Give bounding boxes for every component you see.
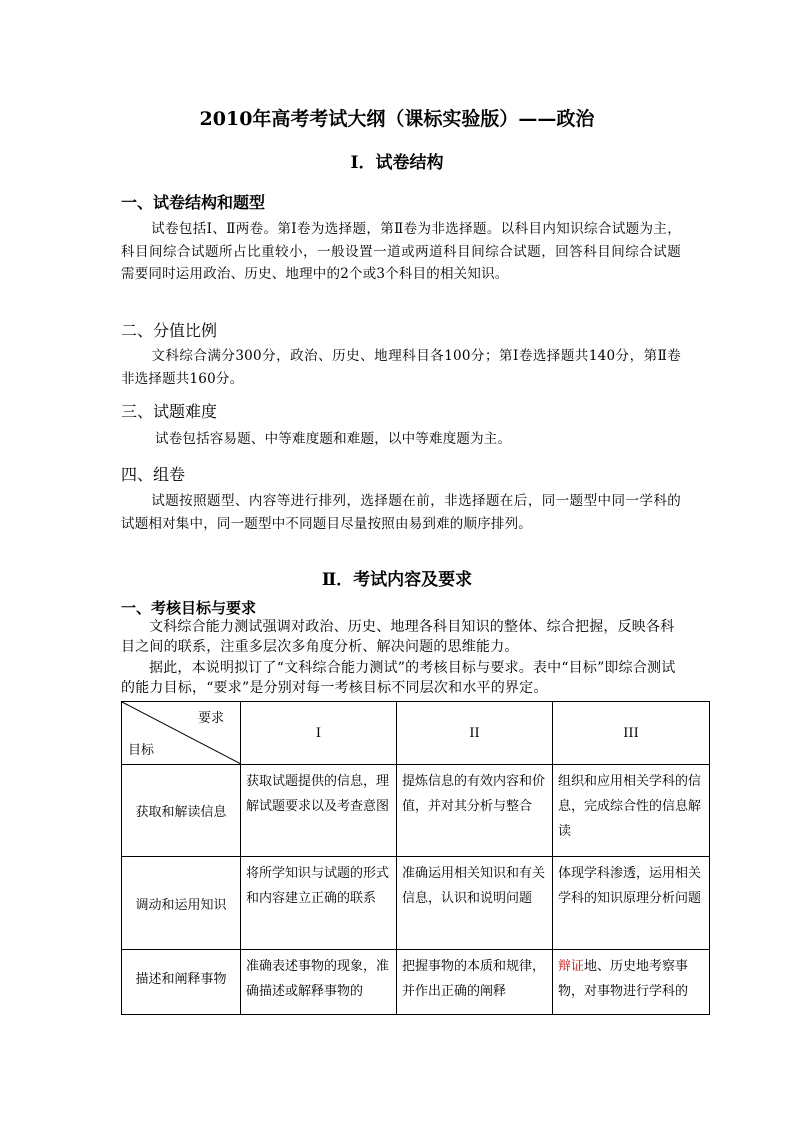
table-row bbox=[122, 950, 710, 1015]
table-cell: 提炼信息的有效内容和价值，并对其分析与整合 bbox=[397, 765, 553, 857]
section2-heading: 二、分值比例 bbox=[121, 321, 218, 340]
table-cell: 将所学知识与试题的形式和内容建立正确的联系 bbox=[241, 857, 397, 950]
corner-label-target: 目标 bbox=[128, 743, 155, 758]
section1-text: 试卷包括Ⅰ、Ⅱ两卷。第Ⅰ卷为选择题，第Ⅱ卷为非选择题。以科目内知识综合试题为主，科目间综合试题所占比重较小，一般设置一道或两道科目间综合试题，回答科目间综合试题需要同时运用政治、历史、地理中的2个或3个科目的相关知识。 bbox=[121, 221, 681, 282]
table-cell: 辩证地、历史地考察事物，对事物进行学科的 bbox=[553, 950, 710, 1015]
table-cell: 获取试题提供的信息，理解试题要求以及考查意图 bbox=[241, 765, 397, 857]
table-cell: 组织和应用相关学科的信息，完成综合性的信息解读 bbox=[553, 765, 710, 857]
table-row bbox=[122, 765, 710, 857]
part1-title: Ⅰ．试卷结构 bbox=[350, 153, 444, 173]
section4-heading: 四、组卷 bbox=[121, 465, 186, 484]
part2-para2: 据此，本说明拟订了“文科综合能力测试”的考核目标与要求。表中“目标”即综合测试的能力目标，“要求”是分别对每一考核目标不同层次和水平的界定。 bbox=[121, 660, 676, 696]
table-corner-cell bbox=[122, 702, 241, 765]
column-header-level-1: I bbox=[241, 702, 397, 765]
section4-text: 试题按照题型、内容等进行排列，选择题在前，非选择题在后，同一题型中同一学科的试题相对集中，同一题型中不同题目尽量按照由易到难的顺序排列。 bbox=[121, 493, 681, 532]
column-header-level-2: II bbox=[397, 702, 553, 765]
table-cell: 把握事物的本质和规律，并作出正确的阐释 bbox=[397, 950, 553, 1015]
table-cell: 体现学科渗透，运用相关学科的知识原理分析问题 bbox=[553, 857, 710, 950]
table-row bbox=[122, 857, 710, 950]
document-title: 2010年高考考试大纲（课标实验版）——政治 bbox=[199, 108, 595, 130]
table-header-row bbox=[122, 702, 710, 765]
section2-text: 文科综合满分300分，政治、历史、地理科目各100分；第Ⅰ卷选择题共140分，第Ⅱ卷非选择题共160分。 bbox=[121, 348, 681, 387]
row-label: 描述和阐释事物 bbox=[122, 950, 241, 1015]
part2-title: Ⅱ．考试内容及要求 bbox=[321, 570, 473, 590]
table-cell: 准确表述事物的现象，准确描述或解释事物的 bbox=[241, 950, 397, 1015]
highlighted-text: 辩证 bbox=[558, 959, 585, 974]
row-label: 调动和运用知识 bbox=[122, 857, 241, 950]
row-label: 获取和解读信息 bbox=[122, 765, 241, 857]
section3-heading: 三、试题难度 bbox=[121, 402, 218, 421]
section3-text: 试卷包括容易题、中等难度题和难题，以中等难度题为主。 bbox=[155, 431, 512, 447]
requirements-table bbox=[121, 701, 710, 1015]
section1-heading: 一、试卷结构和题型 bbox=[121, 193, 266, 212]
column-header-level-3: III bbox=[553, 702, 710, 765]
table-cell: 准确运用相关知识和有关信息，认识和说明问题 bbox=[397, 857, 553, 950]
part2-para1: 文科综合能力测试强调对政治、历史、地理各科目知识的整体、综合把握，反映各科目之间的联系，注重多层次多角度分析、解决问题的思维能力。 bbox=[121, 619, 675, 655]
part2-heading: 一、考核目标与要求 bbox=[121, 599, 257, 617]
corner-label-requirement: 要求 bbox=[197, 711, 224, 726]
